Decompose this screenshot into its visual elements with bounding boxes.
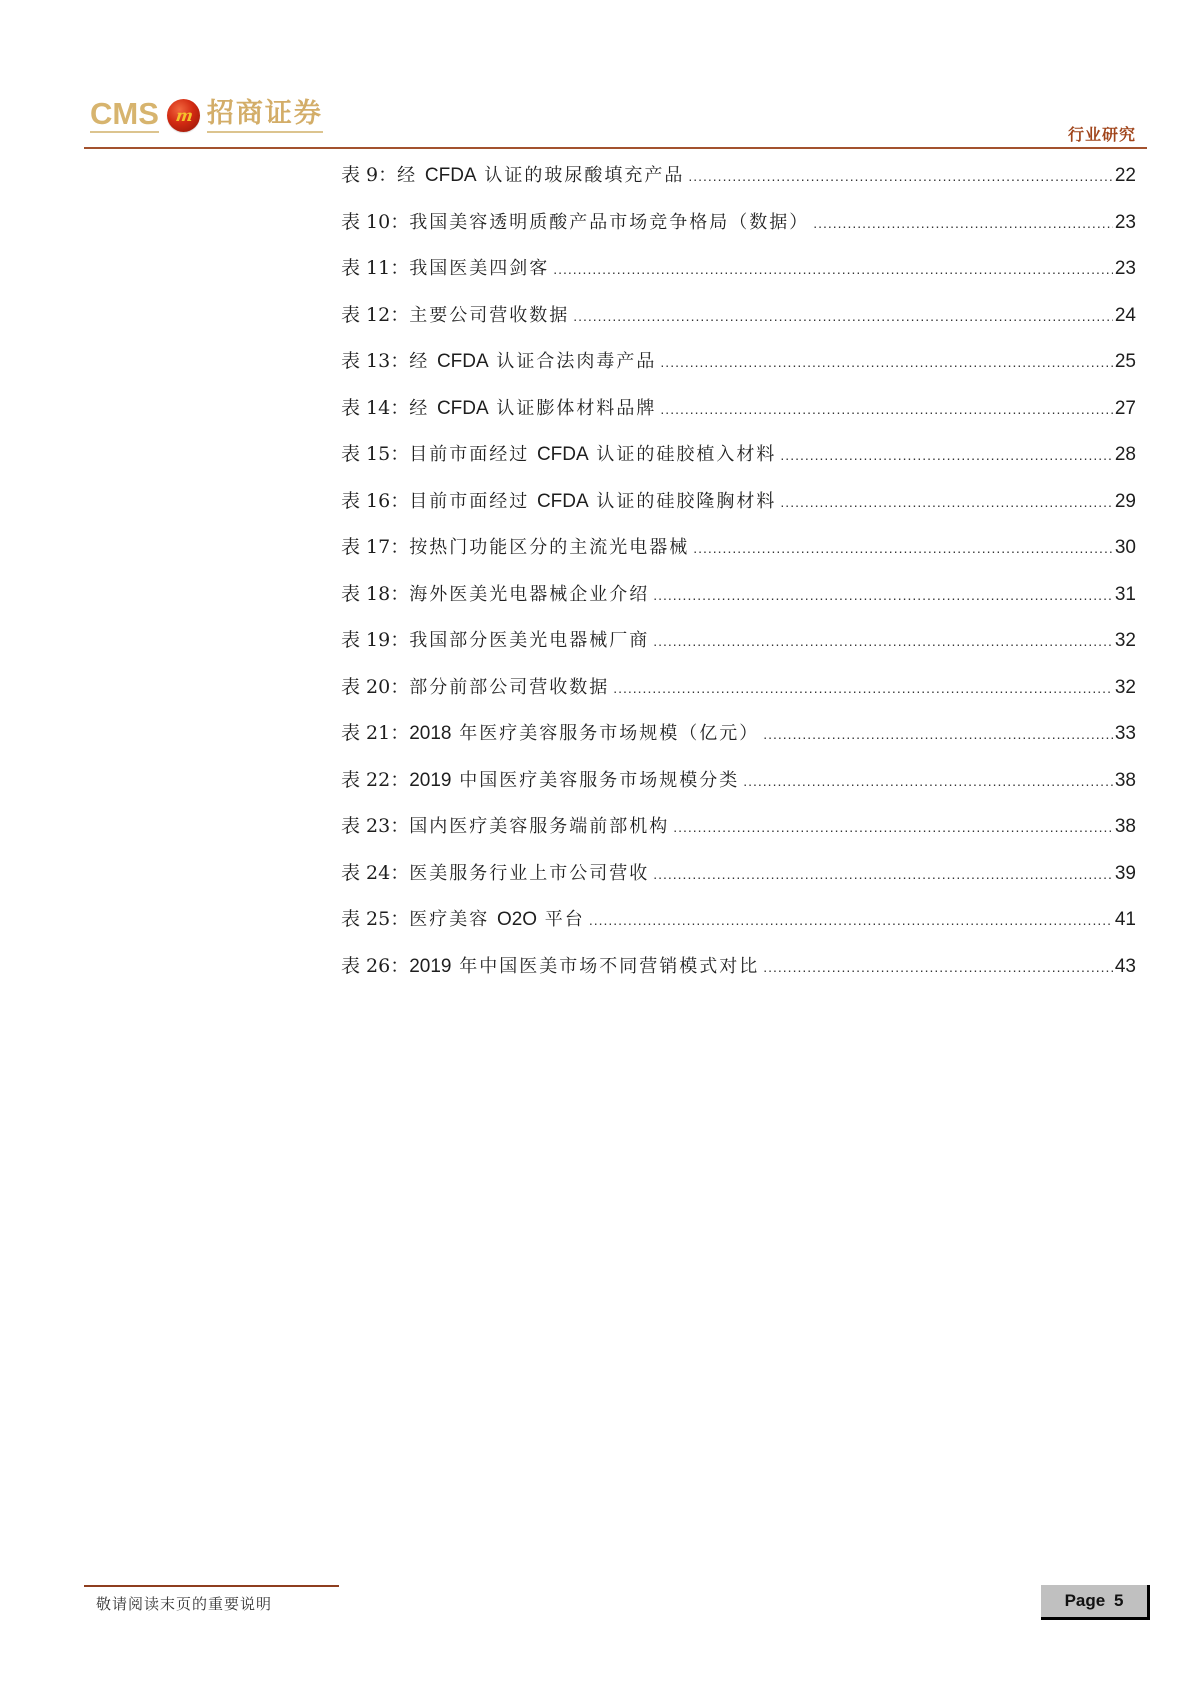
- toc-entry[interactable]: [341, 861, 1136, 908]
- toc-entry-page-number: 22: [1114, 165, 1136, 186]
- dot-leader: [780, 443, 1112, 467]
- toc-title-text-suffix: 年医疗美容服务市场规模（亿元）: [451, 723, 760, 744]
- toc-entry[interactable]: [341, 907, 1136, 954]
- toc-entry-title: [409, 490, 776, 514]
- dot-leader: [653, 583, 1113, 607]
- toc-entry[interactable]: [341, 954, 1136, 1001]
- toc-title-latin: CFDA: [436, 397, 489, 419]
- toc-entry-label: 表 9：: [341, 164, 398, 186]
- toc-entry[interactable]: [341, 442, 1136, 489]
- toc-title-latin: CFDA: [424, 165, 477, 186]
- footer-disclaimer-note: 敬请阅读末页的重要说明: [96, 1595, 273, 1613]
- dot-leader: [573, 304, 1113, 328]
- dot-leader: [653, 629, 1113, 653]
- toc-title-text-suffix: 年中国医美市场不同营销模式对比: [451, 955, 760, 977]
- toc-title-latin: CFDA: [536, 490, 589, 512]
- toc-title-text: 我国部分医美光电器械厂商: [409, 630, 650, 651]
- toc-entry[interactable]: [341, 675, 1136, 722]
- toc-entry-page-number: 41: [1114, 909, 1136, 930]
- toc-title-latin: 2019: [409, 769, 452, 791]
- toc-entry-page-number: 32: [1114, 630, 1136, 651]
- toc-title-text: 国内医疗美容服务端前部机构: [409, 816, 670, 837]
- toc-entry-page-number: 30: [1114, 537, 1136, 558]
- toc-title-text: 主要公司营收数据: [409, 304, 570, 326]
- toc-entry-page-number: 28: [1114, 444, 1136, 465]
- logo-emblem-glyph: m: [174, 105, 193, 125]
- toc-entry-title: [409, 955, 759, 979]
- toc-entry-label: 表 17：: [341, 536, 410, 558]
- toc-title-text-suffix: 认证的硅胶隆胸材料: [588, 490, 777, 512]
- toc-entry[interactable]: [341, 349, 1136, 396]
- dot-leader: [589, 908, 1113, 932]
- toc-title-text: 经: [409, 351, 437, 372]
- toc-title-latin: CFDA: [536, 444, 589, 465]
- toc-entry[interactable]: [341, 396, 1136, 443]
- toc-entry-page-number: 43: [1114, 955, 1136, 977]
- toc-entry-label: 表 13：: [341, 350, 410, 372]
- toc-entry-title: [409, 350, 656, 374]
- dot-leader: [763, 955, 1113, 979]
- dot-leader: [763, 722, 1113, 746]
- toc-title-text: 医美服务行业上市公司营收: [409, 862, 650, 884]
- toc-entry-label: 表 10：: [341, 210, 410, 233]
- dot-leader: [780, 490, 1112, 514]
- toc-entry-label: 表 20：: [341, 675, 410, 698]
- toc-entry-label: 表 22：: [341, 768, 410, 791]
- dot-leader: [693, 536, 1113, 560]
- toc-title-text: 医疗美容: [409, 909, 497, 930]
- toc-title-text-suffix: 认证的硅胶植入材料: [588, 444, 777, 465]
- toc-title-text: 经: [409, 397, 437, 419]
- toc-entry[interactable]: [341, 210, 1136, 257]
- toc-entry-page-number: 38: [1114, 816, 1136, 837]
- toc-entry-title: [409, 769, 739, 793]
- toc-entry-title: [409, 397, 656, 421]
- toc-entry-page-number: 39: [1114, 862, 1136, 884]
- page-header: [0, 0, 1200, 160]
- dot-leader: [673, 815, 1113, 839]
- toc-title-latin: 2018: [409, 723, 452, 744]
- toc-entry-title: [409, 211, 809, 235]
- toc-entry-label: 表 18：: [341, 582, 410, 605]
- toc-entry[interactable]: [341, 721, 1136, 768]
- toc-entry[interactable]: [341, 489, 1136, 536]
- toc-entry-title: [409, 443, 776, 467]
- toc-title-text-suffix: 平台: [537, 909, 585, 930]
- table-of-contents: [341, 163, 1136, 1000]
- toc-entry[interactable]: [341, 256, 1136, 303]
- toc-entry[interactable]: [341, 628, 1136, 675]
- toc-title-latin: CFDA: [436, 351, 489, 372]
- toc-entry-label: 表 11：: [341, 257, 410, 279]
- toc-entry-title: [409, 257, 549, 281]
- toc-entry-title: [409, 815, 669, 839]
- dot-leader: [553, 257, 1113, 281]
- toc-title-text: 部分前部公司营收数据: [409, 676, 610, 698]
- toc-title-latin: 2019: [409, 955, 452, 977]
- logo-emblem-icon: [167, 99, 200, 132]
- toc-entry-label: 表 14：: [341, 396, 410, 419]
- toc-title-text: 我国医美四剑客: [409, 258, 550, 279]
- toc-title-text-suffix: 认证的玻尿酸填充产品: [476, 165, 685, 186]
- toc-title-latin: O2O: [496, 909, 538, 930]
- toc-entry-title: [409, 536, 689, 560]
- toc-title-text-suffix: 认证膨体材料品牌: [488, 397, 657, 419]
- header-divider: [84, 147, 1147, 149]
- toc-entry-label: 表 26：: [341, 954, 410, 977]
- toc-entry-label: 表 16：: [341, 489, 410, 512]
- toc-entry-page-number: 27: [1114, 397, 1136, 419]
- logo-latin-text: CMS: [90, 95, 159, 131]
- toc-entry[interactable]: [341, 768, 1136, 815]
- toc-entry-label: 表 24：: [341, 861, 410, 884]
- toc-entry-page-number: 29: [1114, 490, 1136, 512]
- dot-leader: [688, 164, 1113, 188]
- cms-logo: [90, 96, 323, 134]
- toc-entry-page-number: 31: [1114, 583, 1136, 605]
- toc-entry-title: [409, 583, 649, 607]
- toc-entry-title: [409, 862, 649, 886]
- toc-entry-title: [409, 722, 759, 746]
- dot-leader: [613, 676, 1113, 700]
- logo-chinese-text: 招商证券: [207, 98, 323, 133]
- toc-entry-page-number: 32: [1114, 676, 1136, 698]
- toc-entry-title: [409, 676, 609, 700]
- toc-entry-label: 表 23：: [341, 815, 410, 837]
- toc-entry-label: 表 19：: [341, 629, 410, 651]
- toc-title-text-suffix: 中国医疗美容服务市场规模分类: [451, 769, 740, 791]
- toc-entry-title: [397, 164, 684, 188]
- toc-entry-label: 表 15：: [341, 443, 410, 465]
- footer-divider: [84, 1585, 339, 1587]
- toc-title-text: 我国美容透明质酸产品市场竞争格局（数据）: [409, 211, 810, 233]
- toc-entry[interactable]: [341, 582, 1136, 629]
- toc-title-text: 按热门功能区分的主流光电器械: [409, 537, 690, 558]
- toc-entry-title: [409, 908, 585, 932]
- dot-leader: [653, 862, 1113, 886]
- toc-entry-page-number: 33: [1114, 723, 1136, 744]
- dot-leader: [660, 350, 1112, 374]
- toc-entry-page-number: 38: [1114, 769, 1136, 791]
- toc-entry-title: [409, 629, 649, 653]
- toc-entry-page-number: 24: [1114, 304, 1136, 326]
- dot-leader: [743, 769, 1113, 793]
- section-tag: 行业研究: [1067, 125, 1136, 144]
- toc-entry[interactable]: [341, 303, 1136, 350]
- toc-entry[interactable]: [341, 814, 1136, 861]
- toc-title-text-suffix: 认证合法肉毒产品: [488, 351, 657, 372]
- toc-title-text: 海外医美光电器械企业介绍: [409, 583, 650, 605]
- toc-entry[interactable]: [341, 163, 1136, 210]
- toc-title-text: 目前市面经过: [409, 444, 537, 465]
- toc-entry-label: 表 12：: [341, 303, 410, 326]
- toc-entry-page-number: 23: [1114, 258, 1136, 279]
- toc-title-text: 经: [397, 165, 425, 186]
- toc-title-text: 目前市面经过: [409, 490, 537, 512]
- dot-leader: [813, 211, 1113, 235]
- toc-entry[interactable]: [341, 535, 1136, 582]
- toc-entry-title: [409, 304, 569, 328]
- toc-entry-page-number: 23: [1114, 211, 1136, 233]
- dot-leader: [660, 397, 1112, 421]
- toc-entry-label: 表 21：: [341, 722, 410, 744]
- toc-entry-page-number: 25: [1114, 351, 1136, 372]
- page-number-badge: Page 5: [1041, 1585, 1150, 1620]
- toc-entry-label: 表 25：: [341, 908, 410, 930]
